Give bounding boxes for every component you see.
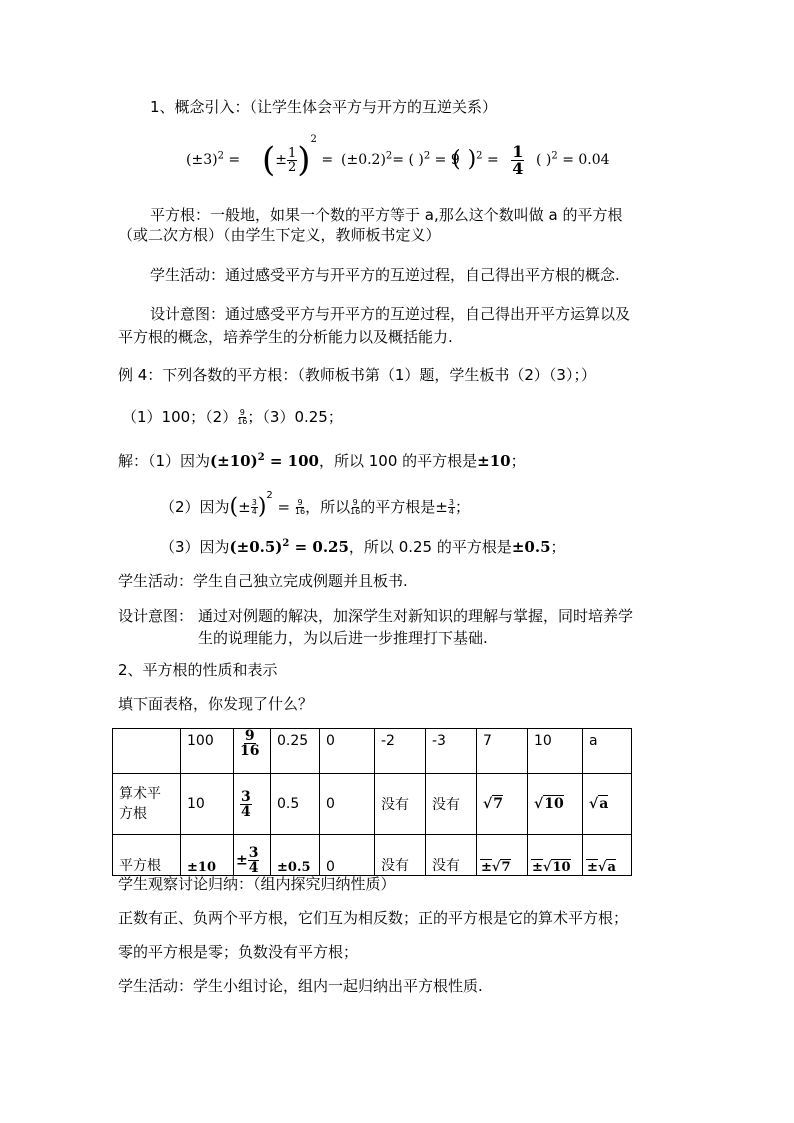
item-text: （1）100；（2） [122, 408, 238, 426]
property-2: 零的平方根是零；负数没有平方根； [118, 943, 359, 961]
fraction [240, 790, 252, 819]
denominator: 16 [240, 743, 260, 759]
table-cell: ±√a [583, 835, 632, 876]
design-intent-1-line-2: 平方根的概念，培养学生的分析能力以及概括能力. [118, 328, 453, 346]
exponent: 2 [282, 538, 290, 549]
expr-text: = [272, 498, 295, 516]
numerator: 9 [352, 498, 358, 507]
plus-minus: ± [481, 860, 492, 875]
intro-expr-3 [341, 150, 460, 170]
expr-text: = [316, 152, 334, 168]
expr-text: = 9 [430, 152, 460, 168]
radicand: 10 [552, 860, 571, 875]
table-cell [234, 835, 271, 876]
denominator: 4 [512, 158, 524, 178]
label-line: 算术平 [119, 786, 161, 802]
table-cell [234, 774, 271, 835]
solution-text: （2）因为 [160, 498, 230, 516]
table-cell [477, 774, 528, 835]
expr-text: (±0.2) [341, 152, 386, 168]
solution-text: ； [550, 538, 566, 556]
solution-math [230, 538, 349, 556]
solution-math [210, 452, 319, 470]
sqrt-expr: √a [589, 796, 609, 812]
radicand: 7 [493, 796, 503, 812]
table-cell: a [583, 729, 632, 774]
numerator: 3 [241, 788, 251, 805]
student-activity-1: 学生活动：通过感受平方与开平方的互逆过程，自己得出平方根的概念. [150, 266, 620, 284]
table-cell: 100 [181, 729, 234, 774]
design-intent-2-line-2: 生的说理能力，为以后进一步推理打下基础. [198, 629, 488, 647]
solution-3 [160, 537, 566, 557]
table-cell: 7 [477, 729, 528, 774]
design-intent-2-label: 设计意图： [118, 607, 194, 625]
solution-text: ； [510, 452, 526, 470]
solution-text: （3）因为 [160, 538, 230, 556]
answer: ±0.5 [511, 538, 551, 556]
plus-minus: ± [236, 852, 248, 869]
numerator: 9 [239, 408, 245, 417]
solution-text: 的平方根是 [360, 498, 436, 516]
expr-text: ( ) [452, 147, 477, 172]
observe-discussion: 学生观察讨论归纳：（组内探究归纳性质） [118, 875, 396, 893]
table-cell: 没有 [375, 835, 426, 876]
fraction [248, 846, 260, 875]
solution-text: 解：（1）因为 [118, 452, 211, 470]
table-prompt: 填下面表格，你发现了什么？ [118, 695, 314, 713]
table-cell: 没有 [426, 774, 477, 835]
table-row [113, 774, 632, 835]
answer: ±10 [477, 452, 511, 470]
denominator: 4 [248, 860, 259, 876]
solution-text: ，所以 100 的平方根是 [318, 452, 478, 470]
numerator: 3 [248, 845, 259, 861]
exponent: 2 [266, 490, 273, 501]
table-cell: 0.25 [271, 729, 320, 774]
table-cell: 10 [528, 729, 583, 774]
expr-text: ± [275, 152, 287, 168]
property-1: 正数有正、负两个平方根，它们互为相反数；正的平方根是它的算术平方根； [118, 909, 629, 927]
table-cell: 没有 [426, 835, 477, 876]
table-row [113, 835, 632, 876]
table-cell: -3 [426, 729, 477, 774]
expr-text: ( ) [536, 152, 552, 168]
numerator: 3 [448, 498, 454, 507]
expr-text: = 100 [264, 452, 319, 470]
table-cell: ±√7 [477, 835, 528, 876]
table-cell: ±0.5 [271, 835, 320, 876]
numerator: 1 [512, 141, 524, 161]
table-row [113, 729, 632, 774]
exponent: 2 [257, 452, 265, 463]
table-cell: 10 [181, 774, 234, 835]
table-cell: 0 [320, 774, 375, 835]
square-root-table [112, 728, 632, 876]
denominator: 16 [237, 417, 248, 426]
fraction [448, 499, 455, 516]
numerator: 1 [288, 145, 297, 161]
sqrt-expr: √10 [534, 796, 564, 812]
student-activity-3: 学生活动：学生小组讨论，组内一起归纳出平方根性质. [118, 977, 483, 995]
solution-text: ； [454, 498, 470, 516]
definition-line-1: 平方根：一般地，如果一个数的平方等于 a,那么这个数叫做 a 的平方根 [150, 206, 623, 224]
intro-expr-2: (± $\frac{1}{2}$ )$^2$ = [262, 134, 334, 180]
table-cell: -2 [375, 729, 426, 774]
sqrt-expr: √7 [483, 796, 503, 812]
expr-text: (±0.5) [229, 538, 283, 556]
table-cell [234, 729, 271, 774]
expr-text: = [482, 152, 499, 168]
radicand: a [607, 860, 616, 875]
intro-expr-4 [452, 140, 524, 180]
denominator: 16 [294, 507, 306, 516]
radicand: 7 [501, 860, 511, 875]
exponent: 2 [217, 150, 224, 162]
exponent: 2 [551, 150, 558, 162]
numerator: 3 [251, 498, 257, 507]
table-row-label: 平方根 [113, 835, 181, 876]
fraction [287, 147, 297, 174]
table-cell [583, 774, 632, 835]
solution-2: （2）因为(± $\frac{3}{4}$ )$^2$ = $\frac{9}{16}$ ，所以 $\frac{9}{16}$ 的平方根是± $\frac{3}{4}$ ； [160, 490, 470, 520]
table-cell: 没有 [375, 774, 426, 835]
section2-title: 2、平方根的性质和表示 [118, 661, 278, 679]
intro-expr-1 [186, 150, 240, 170]
expr-text: ± [238, 498, 251, 516]
plus-minus: ± [587, 860, 598, 875]
fraction [240, 729, 259, 758]
fraction [350, 499, 360, 516]
example4-items [122, 404, 343, 430]
expr-text: (±3) [186, 152, 218, 168]
denominator: 4 [448, 507, 454, 516]
design-intent-2-line-1: 通过对例题的解决，加深学生对新知识的理解与掌握，同时培养学 [198, 607, 634, 625]
exponent: 2 [423, 150, 431, 162]
numerator: 9 [297, 498, 303, 507]
design-intent-1-line-1: 设计意图：通过感受平方与开平方的互逆过程，自己得出开平方运算以及 [150, 305, 631, 323]
table-cell: 0.5 [271, 774, 320, 835]
table-cell: ±10 [181, 835, 234, 876]
definition-line-2: （或二次方根）（由学生下定义，教师板书定义） [118, 226, 441, 244]
table-cell: 0 [320, 835, 375, 876]
student-activity-2: 学生活动：学生自己独立完成例题并且板书. [118, 572, 408, 590]
table-cell: ±√10 [528, 835, 583, 876]
answer: ± [435, 498, 448, 516]
expr-text: (±10) [210, 452, 258, 470]
label-line: 方根 [119, 806, 147, 822]
solution-text: ，所以 [305, 498, 351, 516]
exponent: 2 [385, 150, 393, 162]
denominator: 4 [251, 507, 257, 516]
table-row-label [113, 774, 181, 835]
expr-text: = 0.25 [289, 538, 349, 556]
expr-text: = ( ) [392, 152, 424, 168]
item-text: ；（3）0.25； [247, 408, 343, 426]
expr-text: = 0.04 [557, 152, 610, 168]
radicand: a [599, 796, 609, 812]
fraction [295, 499, 305, 516]
table-cell [528, 774, 583, 835]
fraction [251, 499, 258, 516]
solution-1 [118, 451, 526, 471]
section1-title: 1、概念引入：（让学生体会平方与开方的互逆关系） [150, 98, 498, 116]
table-cell [113, 729, 181, 774]
denominator: 16 [350, 507, 361, 516]
example4-title: 例 4：下列各数的平方根：（教师板书第（1）题，学生板书（2）（3）；） [118, 366, 596, 384]
numerator: 9 [244, 728, 255, 744]
table-cell: 0 [320, 729, 375, 774]
denominator: 4 [241, 803, 251, 820]
exponent: 2 [310, 134, 317, 145]
intro-expr-5 [536, 150, 610, 170]
denominator: 2 [288, 159, 297, 175]
expr-text: = [223, 152, 241, 168]
fraction [511, 141, 524, 178]
plus-minus: ± [532, 860, 543, 875]
fraction [237, 409, 247, 426]
exponent: 2 [476, 150, 483, 162]
solution-text: ，所以 0.25 的平方根是 [348, 538, 512, 556]
radicand: 10 [544, 796, 564, 812]
